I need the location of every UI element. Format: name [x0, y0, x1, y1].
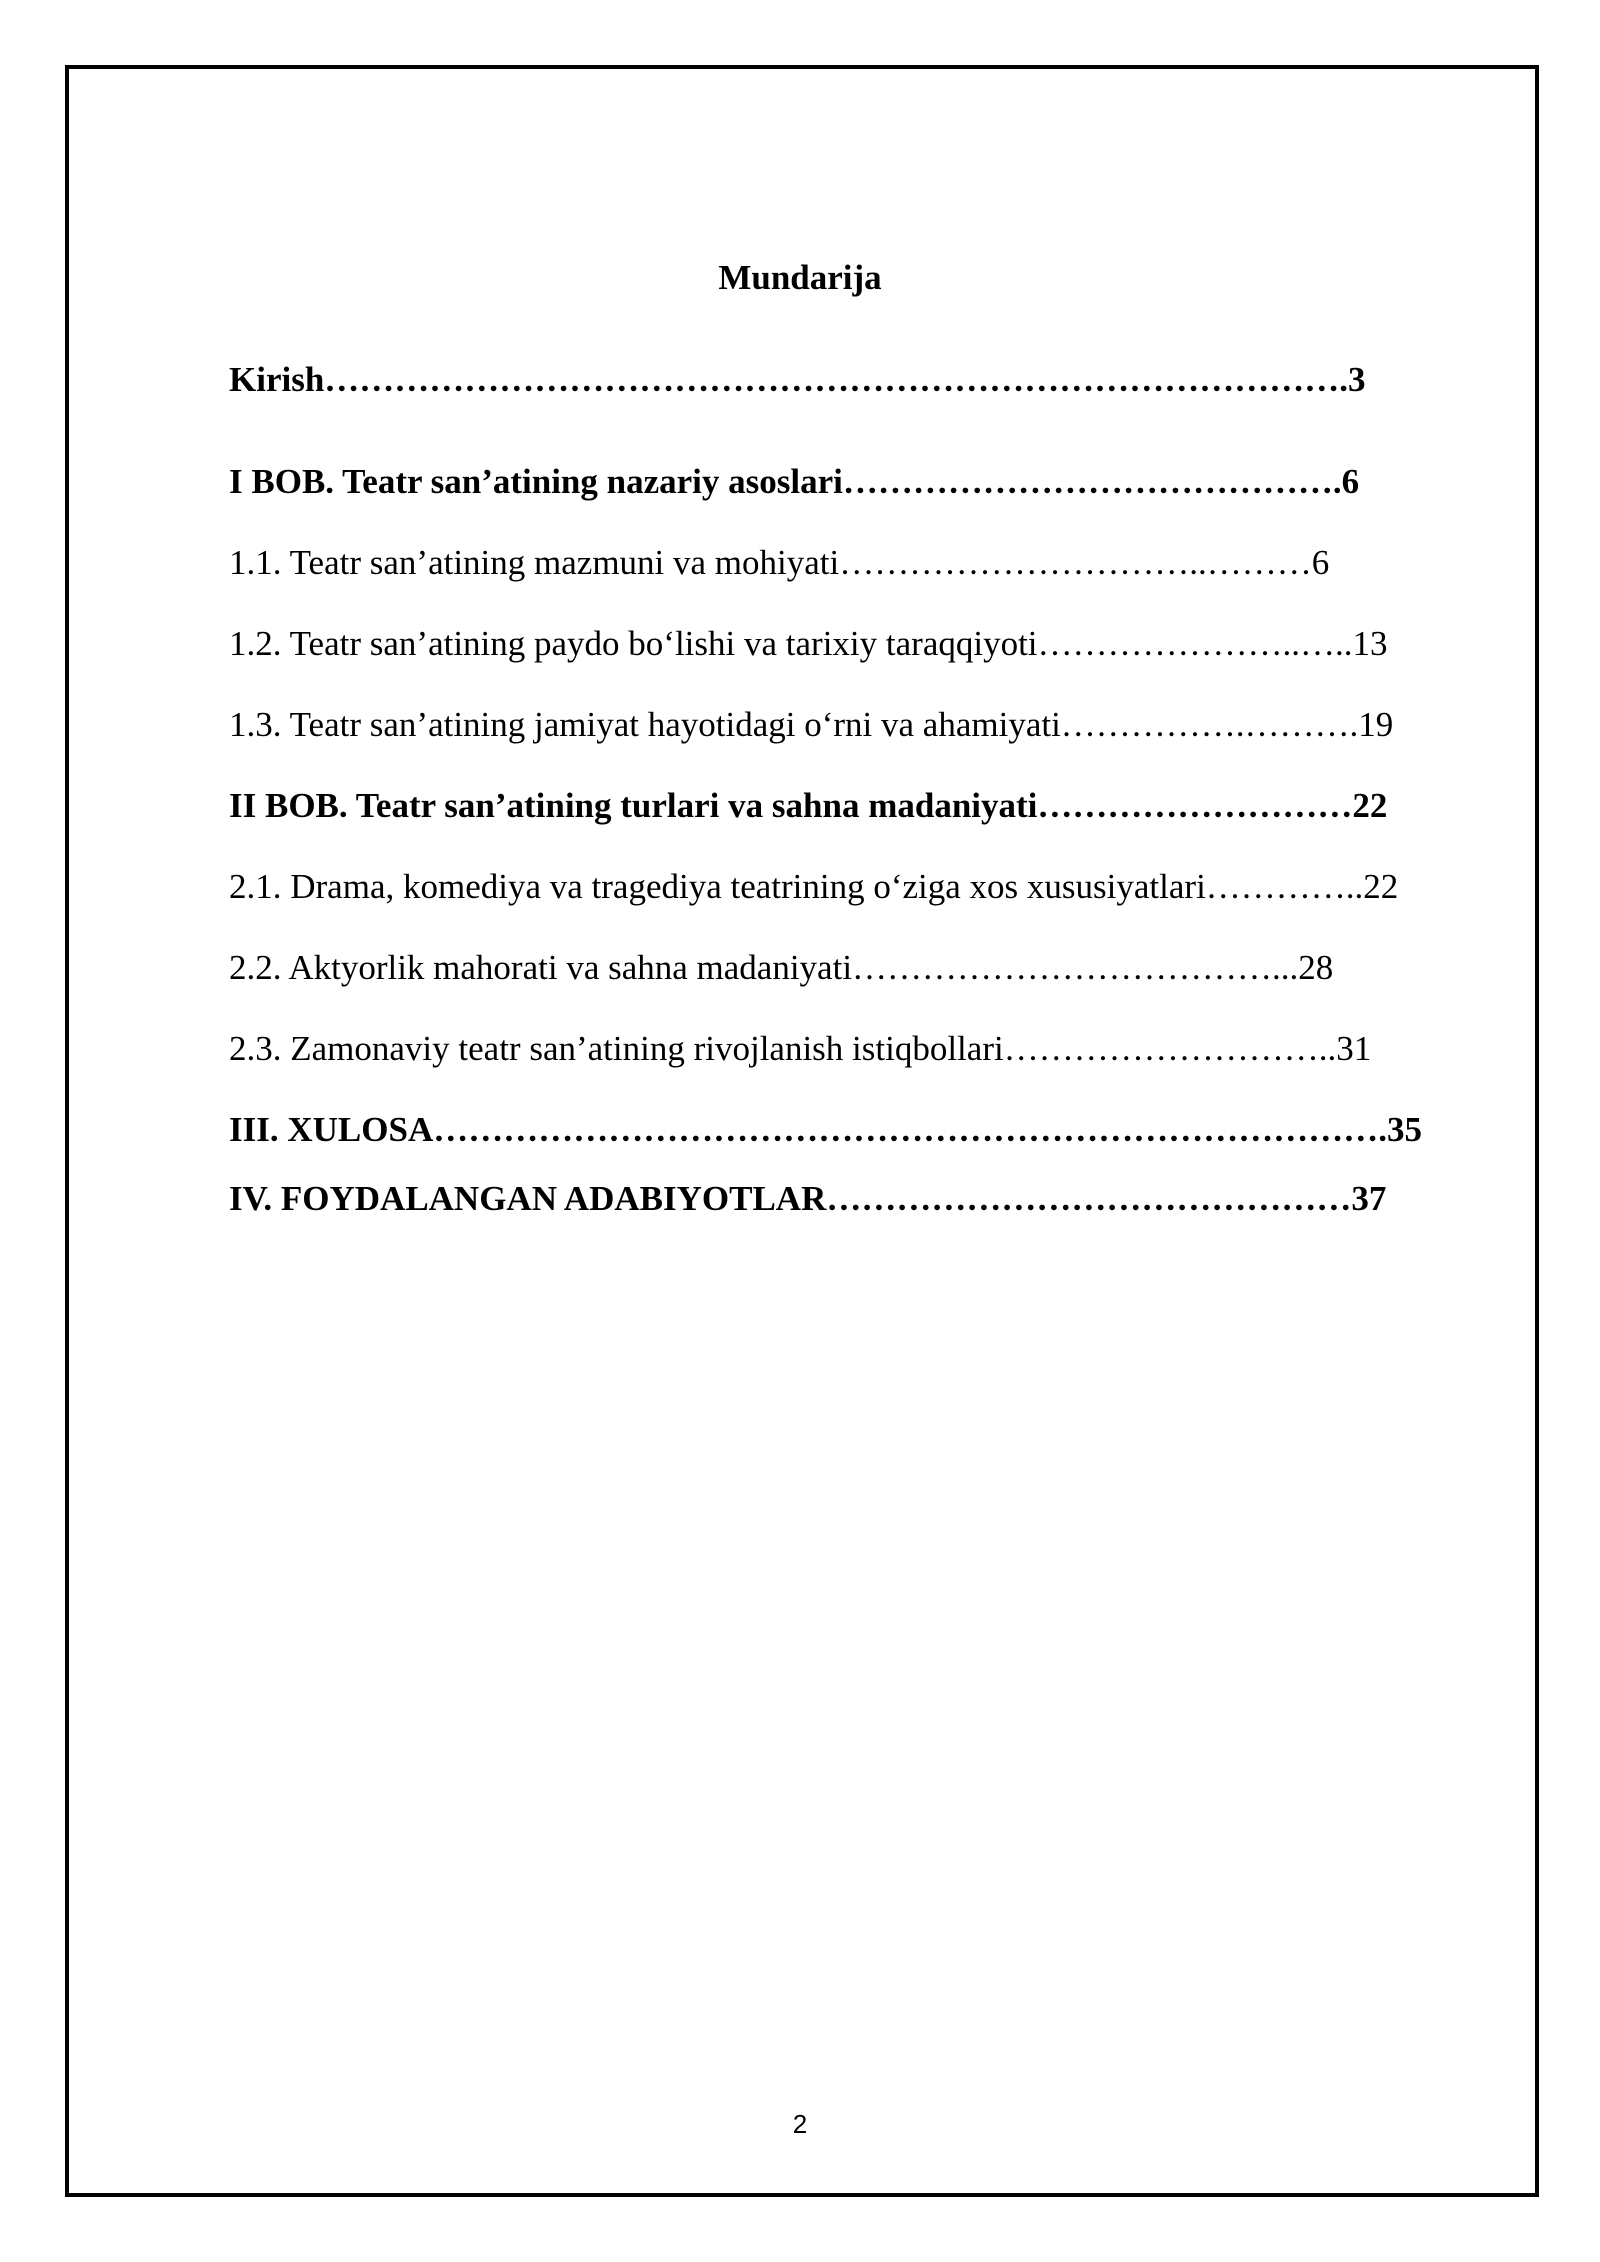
toc-entry-section-2-2: 2.2. Aktyorlik mahorati va sahna madaniyati………………………………...28: [229, 948, 1334, 987]
toc-entry-section-2-3: 2.3. Zamonaviy teatr san’atining rivojlanish istiqbollari………………………..31: [229, 1029, 1372, 1068]
toc-entry-introduction: Kirish…………………………………………………………………………….3: [229, 360, 1366, 399]
toc-entry-section-1-1: 1.1. Teatr san’atining mazmuni va mohiyati…………………………..………6: [229, 543, 1330, 582]
toc-entry-section-2-1: 2.1. Drama, komediya va tragediya teatrining o‘ziga xos xususiyatlari…………..22: [229, 867, 1399, 906]
page-number: 2: [792, 2109, 808, 2139]
toc-entry-section-1-3: 1.3. Teatr san’atining jamiyat hayotidagi o‘rni va ahamiyati…………….……….19: [229, 705, 1394, 744]
toc-entry-conclusion: III. XULOSA……………………………………………………………………….35: [229, 1110, 1422, 1149]
toc-entry-chapter-2: II BOB. Teatr san’atining turlari va sahna madaniyati………………………22: [229, 786, 1388, 825]
toc-entry-section-1-2: 1.2. Teatr san’atining paydo bo‘lishi va tarixiy taraqqiyoti…………………..…..13: [229, 624, 1388, 663]
page-title: Mundarija: [718, 258, 882, 297]
toc-entry-chapter-1: I BOB. Teatr san’atining nazariy asoslari…………………………………….6: [229, 462, 1360, 501]
toc-entry-references: IV. FOYDALANGAN ADABIYOTLAR………………………………………37: [229, 1179, 1387, 1218]
